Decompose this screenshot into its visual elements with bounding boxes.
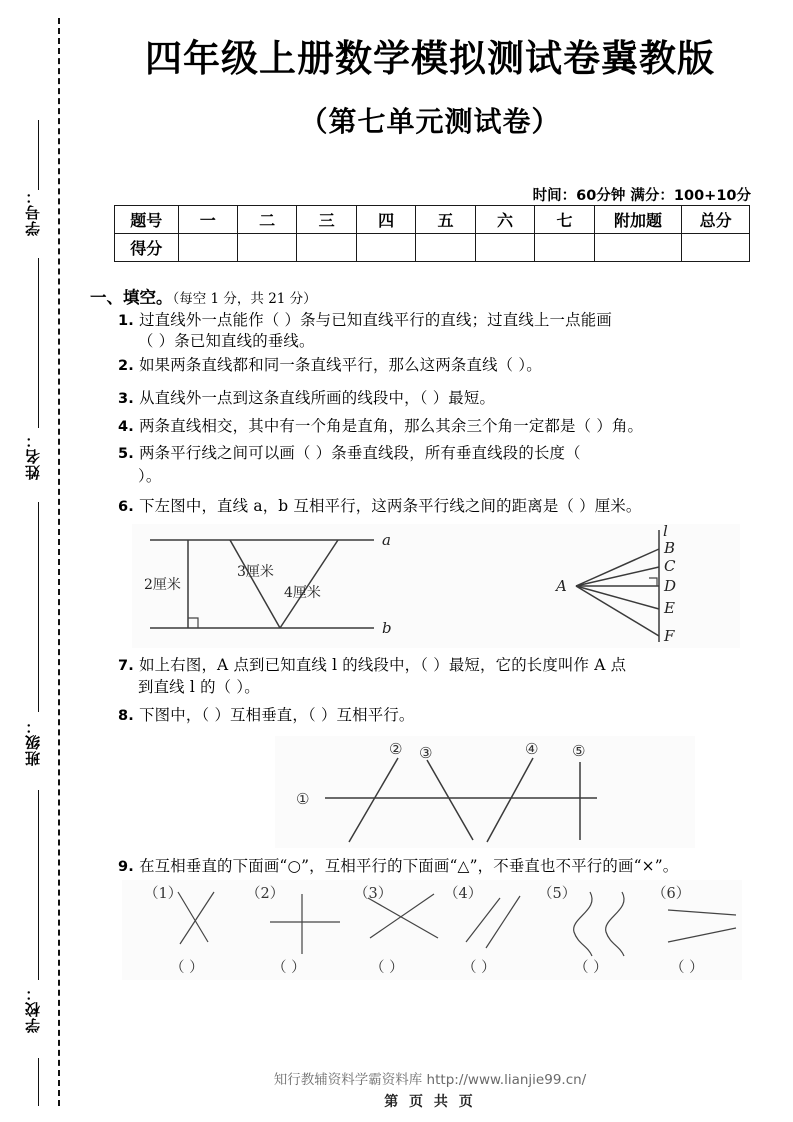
table-row-header [115,206,750,234]
page-title-line1: 四年级上册数学模拟测试卷冀教版 [145,37,715,80]
segment-AF [576,586,659,636]
rail-label-student-id: 学号： [24,188,42,236]
question-5-line2: ）。 [138,467,162,485]
q9-label-2: （2） [246,886,285,902]
exam-sheet [80,0,793,1122]
page-title-line2: （第七单元测试卷） [299,105,561,138]
label-line-a: a [382,531,391,549]
section-heading-fill-in-blank [90,284,317,308]
question-7-line1: 如上右图，A 点到已知直线 l 的线段中，（ ）最短，它的长度叫作 A 点 [139,656,627,674]
rail-rule-3 [38,502,39,712]
circled-number-3: ③ [419,744,433,762]
table-row-scores [115,234,750,262]
question-8-line1: 下图中，（ ）互相垂直，（ ）互相平行。 [139,706,415,724]
question-7-line2: 到直线 l 的（ ）。 [138,678,260,696]
rail-label-class: 班级： [24,718,42,766]
rail-rule-5 [38,1058,39,1106]
exam-meta-info: 时间：60分钟 满分：100+10分 [532,188,751,204]
segment-AC [576,567,659,586]
label-4cm: 4厘米 [284,585,321,601]
question-4 [118,416,643,438]
q9-answer-5[interactable]: （ ） [574,960,608,976]
score-cell-total[interactable] [682,234,750,262]
score-table [114,205,750,262]
q9-label-3: （3） [354,886,393,902]
q9-5-curve-a [574,892,592,956]
circled-number-4: ④ [525,740,539,758]
score-table-col-6: 六 [475,206,534,234]
section-points: （每空 1 分，共 21 分） [172,291,317,307]
question-1 [118,310,612,332]
question-8 [118,705,415,727]
question-2 [118,355,542,377]
segment-AE [576,586,659,609]
question-1-number: 1. [118,313,134,329]
left-margin-rail [0,0,80,1122]
right-angle-mark-left [188,618,198,628]
question-3-number: 3. [118,391,134,407]
question-5-number: 5. [118,446,134,462]
score-cell-4[interactable] [356,234,415,262]
q9-label-4: （4） [444,886,483,902]
question-8-number: 8. [118,708,134,724]
q9-answer-4[interactable]: （ ） [462,960,496,976]
score-cell-6[interactable] [475,234,534,262]
footer-source-url: 知行教辅资料学霸资料库 http://www.lianjie99.cn/ [273,1072,587,1088]
q9-answer-6[interactable]: （ ） [670,960,704,976]
right-angle-mark-right [649,578,657,586]
figure-question-9 [122,880,742,980]
label-line-l: l [663,522,668,540]
label-point-F: F [664,627,675,645]
question-3 [118,388,495,410]
question-6-line1: 下左图中，直线 a，b 互相平行，这两条平行线之间的距离是（ ）厘米。 [139,497,642,515]
question-1-line1: 过直线外一点能作（ ）条与已知直线平行的直线；过直线上一点能画 [139,311,612,329]
q9-label-1: （1） [144,886,183,902]
question-7-cont [138,677,260,698]
footer-page-number: 第 页 共 页 [384,1094,476,1110]
score-table-col-7: 七 [535,206,594,234]
score-cell-extra[interactable] [594,234,682,262]
question-9 [118,856,678,878]
question-6 [118,496,642,518]
question-9-number: 9. [118,859,134,875]
label-3cm: 3厘米 [237,564,274,580]
q9-6-line-b [668,928,736,942]
score-cell-7[interactable] [535,234,594,262]
circled-number-5: ⑤ [572,742,586,760]
figure-q8-svg [275,736,695,848]
question-4-line1: 两条直线相交，其中有一个角是直角，那么其余三个角一定都是（ ）角。 [139,417,644,435]
segment-4cm [280,540,338,628]
label-2cm: 2厘米 [144,577,181,593]
q9-1-line-b [180,892,214,944]
label-point-E: E [664,599,675,617]
label-line-b: b [382,619,392,637]
q9-label-6: （6） [652,886,691,902]
score-table-col-3: 三 [297,206,356,234]
rail-rule-1 [38,120,39,190]
figure-question-8 [275,736,695,848]
question-5 [118,443,581,465]
segment-AB [576,549,659,586]
q9-answer-1[interactable]: （ ） [170,960,204,976]
circled-number-1: ① [296,790,310,808]
q9-6-line-a [668,910,736,915]
score-table-col-1: 一 [178,206,237,234]
circled-number-2: ② [389,740,403,758]
section-title: 一、填空。 [90,288,173,307]
dashed-fold-line [58,18,60,1106]
line-2-slant [349,758,398,842]
score-table-col-extra: 附加题 [594,206,682,234]
label-point-B: B [664,539,676,557]
question-7-number: 7. [118,658,134,674]
rail-label-school: 学校： [24,985,42,1033]
score-table-col-2: 二 [237,206,296,234]
score-cell-3[interactable] [297,234,356,262]
score-table-row-label-0: 题号 [115,206,179,234]
line-4-slant [487,758,533,842]
segment-3cm [230,540,280,628]
question-5-cont [138,466,161,487]
score-cell-1[interactable] [178,234,237,262]
figure-question-6 [132,524,740,648]
question-2-number: 2. [118,358,134,374]
question-6-number: 6. [118,499,134,515]
score-table-col-total: 总分 [682,206,750,234]
figure-q6-svg [132,524,740,648]
score-table-row-label-1: 得分 [115,234,179,262]
label-point-D: D [664,577,677,595]
rail-label-name: 姓名： [24,432,42,480]
question-1-cont [138,331,315,352]
question-3-line1: 从直线外一点到这条直线所画的线段中，（ ）最短。 [139,389,496,407]
question-9-line1: 在互相垂直的下面画“○”，互相平行的下面画“△”，不垂直也不平行的画“×”。 [139,857,679,875]
question-4-number: 4. [118,419,134,435]
q9-answer-3[interactable]: （ ） [370,960,404,976]
q9-label-5: （5） [538,886,577,902]
q9-4-line-b [486,896,520,948]
question-1-line2: （ ）条已知直线的垂线。 [138,332,315,350]
label-point-A: A [556,577,567,595]
rail-rule-4 [38,790,39,980]
q9-answer-2[interactable]: （ ） [272,960,306,976]
figure-q9-svg [122,880,742,980]
line-3-slant [427,760,473,840]
q9-5-curve-b [606,892,624,956]
question-2-line1: 如果两条直线都和同一条直线平行，那么这两条直线（ ）。 [139,356,542,374]
score-cell-2[interactable] [237,234,296,262]
score-table-col-4: 四 [356,206,415,234]
question-7 [118,655,626,677]
label-point-C: C [664,557,676,575]
score-table-col-5: 五 [416,206,475,234]
question-5-line1: 两条平行线之间可以画（ ）条垂直线段，所有垂直线段的长度（ [139,444,581,462]
score-cell-5[interactable] [416,234,475,262]
q9-1-line-a [178,892,208,942]
rail-rule-2 [38,258,39,428]
